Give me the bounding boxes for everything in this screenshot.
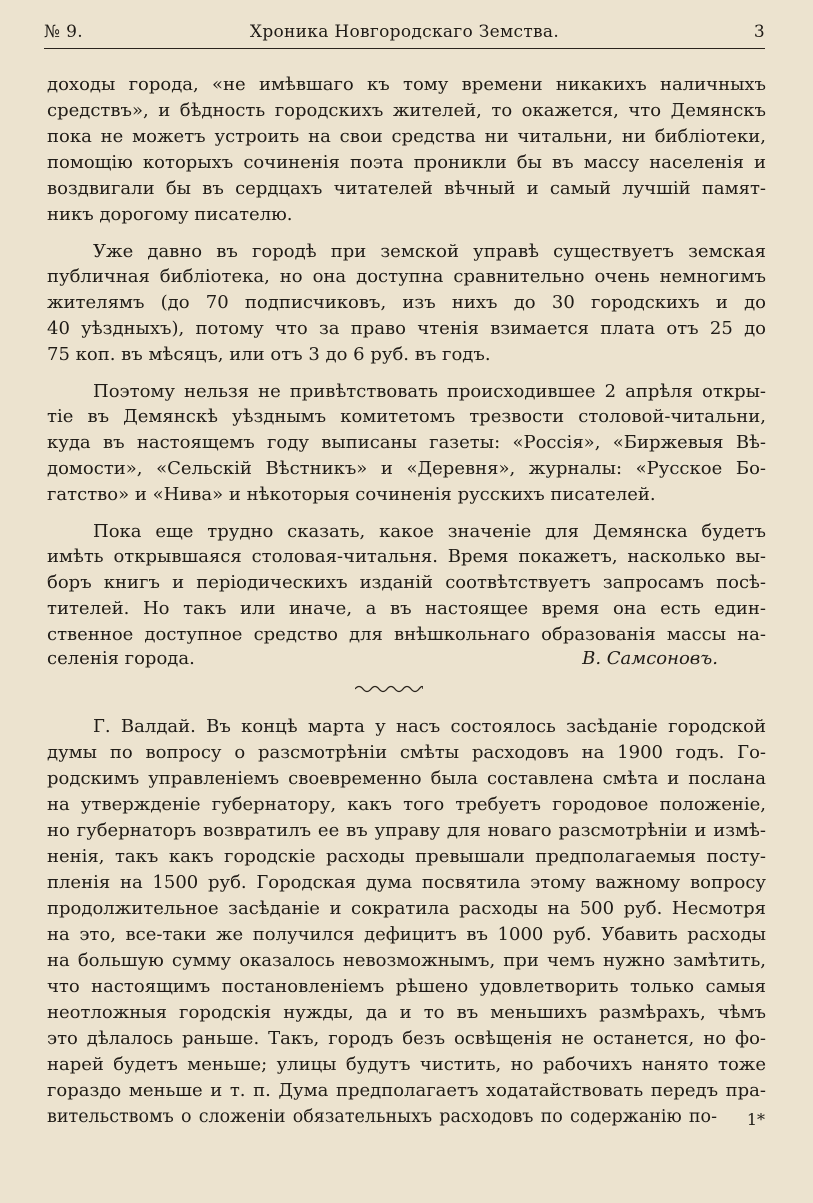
text-line: но губернаторъ возвратилъ ее въ управу для новаго разсмотрѣніи и измѣ- <box>47 820 766 841</box>
text-line: никъ дорогому писателю. <box>47 204 293 225</box>
text-line: тіе въ Демянскѣ уѣзднымъ комитетомъ трезвости столовой-читальни, <box>47 406 766 427</box>
text-line: нарей будетъ меньше; улицы будутъ чистить, но рабочихъ нанято тоже <box>47 1054 766 1075</box>
text-line: Г. Валдай. Въ концѣ марта у насъ состоялось засѣданіе городской <box>93 716 766 737</box>
text-line: куда въ настоящемъ году выписаны газеты: «Россія», «Биржевыя Вѣ- <box>47 432 766 453</box>
page-header <box>44 22 765 49</box>
text-line: неотложныя городскія нужды, да и то въ меньшихъ размѣрахъ, чѣмъ <box>47 1002 766 1023</box>
text-line: пока не можетъ устроить на свои средства ни читальни, ни библіотеки, <box>47 126 766 147</box>
text-line: на большую сумму оказалось невозможнымъ, при чемъ нужно замѣтить, <box>47 950 766 971</box>
text-line: что настоящимъ постановленіемъ рѣшено удовлетворить только самыя <box>47 976 766 997</box>
text-line: домости», «Сельскій Вѣстникъ» и «Деревня», журналы: «Русское Бо- <box>47 458 766 479</box>
page-number: 3 <box>753 22 765 42</box>
text-line: боръ книгъ и періодическихъ изданій соотвѣтствуетъ запросамъ посѣ- <box>47 572 766 593</box>
text-line: продолжительное засѣданіе и сократила расходы на 500 руб. Несмотря <box>47 898 766 919</box>
text-line: на это, все-таки же получился дефицитъ въ 1000 руб. Убавить расходы <box>47 924 766 945</box>
text-line: публичная библіотека, но она доступна сравнительно очень немногимъ <box>47 266 766 287</box>
journal-title: Хроника Новгородскаго Земства. <box>249 22 560 42</box>
text-line: Пока еще трудно сказать, какое значеніе для Демянска будетъ <box>93 521 766 542</box>
text-line: думы по вопросу о разсмотрѣніи смѣты расходовъ на 1900 годъ. Го- <box>47 742 766 763</box>
text-line: селенія города. <box>47 648 195 669</box>
text-line: гатство» и «Нива» и нѣкоторыя сочиненія русскихъ писателей. <box>47 484 656 505</box>
text-line: жителямъ (до 70 подписчиковъ, изъ нихъ до 30 городскихъ и до <box>47 292 766 313</box>
text-line: Поэтому нельзя не привѣтствовать происходившее 2 апрѣля откры- <box>93 381 766 402</box>
text-line: пленія на 1500 руб. Городская дума посвятила этому важному вопросу <box>47 872 766 893</box>
issue-number: № 9. <box>44 22 83 42</box>
text-line: доходы города, «не имѣвшаго къ тому времени никакихъ наличныхъ <box>47 74 766 95</box>
text-line: тителей. Но такъ или иначе, а въ настоящее время она есть един- <box>47 598 766 619</box>
text-line: 40 уѣздныхъ), потому что за право чтенія взимается плата отъ 25 до <box>47 318 766 339</box>
text-line: 75 коп. въ мѣсяцъ, или отъ 3 до 6 руб. въ годъ. <box>47 344 491 365</box>
signature-mark: 1* <box>746 1110 765 1129</box>
text-line: ненія, такъ какъ городскіе расходы превышали предполагаемыя посту- <box>47 846 766 867</box>
author-signature: В. Самсоновъ. <box>582 648 718 669</box>
text-line: помощію которыхъ сочиненія поэта проникли бы въ массу населенія и <box>47 152 766 173</box>
text-line: Уже давно въ городѣ при земской управѣ существуетъ земская <box>93 241 766 262</box>
text-line: имѣть открывшаяся столовая-читальня. Время покажетъ, насколько вы- <box>47 546 766 567</box>
text-line: воздвигали бы въ сердцахъ читателей вѣчный и самый лучшій памят- <box>47 178 766 199</box>
text-line: родскимъ управленіемъ своевременно была составлена смѣта и послана <box>47 768 766 789</box>
text-line: гораздо меньше и т. п. Дума предполагаетъ ходатайствовать передъ пра- <box>47 1080 766 1101</box>
text-line: вительствомъ о сложеніи обязательныхъ расходовъ по содержанію по- <box>47 1107 717 1127</box>
text-line: средствъ», и бѣдность городскихъ жителей, то окажется, что Демянскъ <box>47 100 766 121</box>
text-line: ственное доступное средство для внѣшкольнаго образованія массы на- <box>47 624 766 645</box>
text-line: это дѣлалось раньше. Такъ, городъ безъ освѣщенія не останется, но фо- <box>47 1028 766 1049</box>
section-divider <box>355 683 423 695</box>
text-line: на утвержденіе губернатору, какъ того требуетъ городовое положеніе, <box>47 794 766 815</box>
